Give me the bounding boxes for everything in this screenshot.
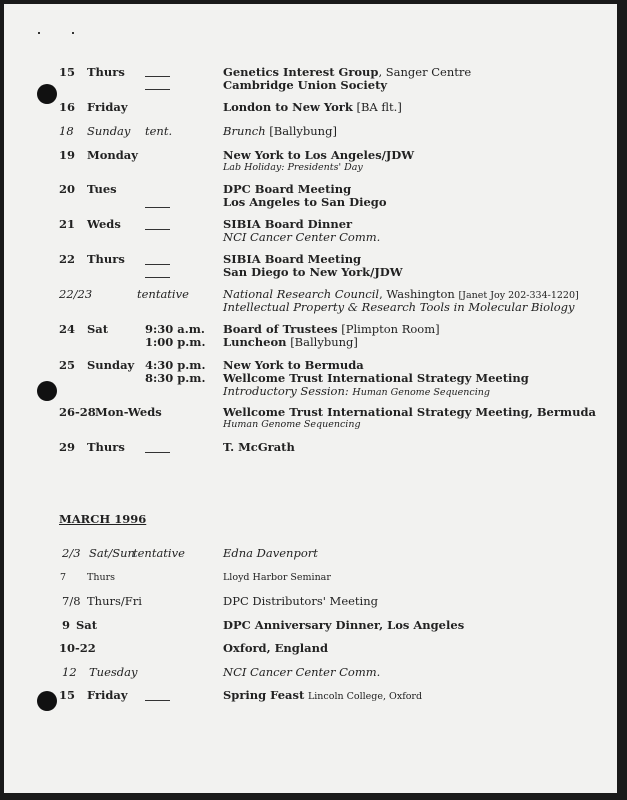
blank-line [145, 264, 170, 265]
entry-weekday: Mon-Weds [95, 405, 162, 419]
entry-weekday: Monday [87, 148, 138, 162]
entry-event: DPC Distributors' Meeting [223, 594, 378, 608]
entry-weekday: Thurs [87, 65, 125, 79]
entry-day: 19 [59, 148, 76, 162]
entry-event: New York to Bermuda [223, 358, 364, 372]
blank-line [145, 89, 170, 90]
entry-weekday: Friday [87, 100, 128, 114]
blank-line [145, 277, 170, 278]
entry-event: National Research Council, Washington [Janet Joy 202-334-1220] [223, 287, 579, 301]
entry-event-line2: Intellectual Property & Research Tools in Molecular Biology [223, 300, 575, 314]
punch-hole-icon [37, 381, 57, 401]
entry-day: 16 [59, 100, 76, 114]
entry-event: Brunch [Ballybung] [223, 124, 337, 138]
entry-event: Lloyd Harbor Seminar [223, 572, 331, 583]
speck-mark [72, 32, 74, 34]
entry-day: 18 [59, 124, 74, 138]
entry-weekday: Thurs [87, 440, 125, 454]
entry-day: 20 [59, 182, 76, 196]
entry-event: Board of Trustees [Plimpton Room] [223, 322, 440, 336]
entry-day: 15 [59, 65, 76, 79]
entry-weekday: Tuesday [89, 665, 138, 679]
entry-event-line2: Los Angeles to San Diego [223, 195, 387, 209]
entry-day: 7/8 [62, 594, 81, 608]
document-page [4, 4, 617, 793]
entry-day: 21 [59, 217, 76, 231]
entry-weekday: Thurs/Fri [87, 594, 142, 608]
entry-day: 15 [59, 688, 76, 702]
entry-event: Oxford, England [223, 641, 328, 655]
entry-event-line2: Wellcome Trust International Strategy Meeting [223, 371, 529, 385]
entry-event: DPC Anniversary Dinner, Los Angeles [223, 618, 465, 632]
entry-day: 2/3 [62, 546, 81, 560]
entry-time: 9:30 a.m. [145, 322, 205, 336]
entry-event: DPC Board Meeting [223, 182, 352, 196]
blank-line [145, 229, 170, 230]
punch-hole-icon [37, 691, 57, 711]
entry-day: 9 [62, 618, 71, 632]
blank-line [145, 700, 170, 701]
entry-weekday: Sat [87, 322, 109, 336]
entry-subnote: Lab Holiday: Presidents' Day [223, 162, 363, 173]
entry-time: 4:30 p.m. [145, 358, 206, 372]
entry-day: 26-28 [59, 405, 96, 419]
entry-day: 22/23 [59, 287, 93, 301]
entry-weekday: Sat [76, 618, 98, 632]
blank-line [145, 76, 170, 77]
punch-hole-icon [37, 84, 57, 104]
entry-event: T. McGrath [223, 440, 295, 454]
entry-event-line2: NCI Cancer Center Comm. [223, 230, 381, 244]
entry-day: 7 [60, 572, 67, 583]
entry-weekday: Sunday [87, 124, 131, 138]
entry-event: Spring Feast Lincoln College, Oxford [223, 688, 423, 702]
entry-day: 25 [59, 358, 76, 372]
entry-weekday: Friday [87, 688, 128, 702]
entry-event: New York to Los Angeles/JDW [223, 148, 415, 162]
entry-weekday: Tues [87, 182, 117, 196]
entry-weekday: Sunday [87, 358, 135, 372]
blank-line [145, 452, 170, 453]
month-heading: MARCH 1996 [59, 512, 147, 526]
tentative-mark: tentative [133, 546, 185, 560]
speck-mark [38, 32, 40, 34]
entry-subnote: Introductory Session: Human Genome Sequencing [223, 384, 490, 398]
entry-event-line2: Cambridge Union Society [223, 78, 388, 92]
entry-event-line2: Luncheon [Ballybung] [223, 335, 358, 349]
blank-line [145, 207, 170, 208]
tentative-mark: tentative [137, 287, 189, 301]
entry-event: Wellcome Trust International Strategy Meeting, Bermuda [223, 405, 596, 419]
entry-time: 1:00 p.m. [145, 335, 206, 349]
tentative-mark: tent. [145, 124, 173, 138]
entry-event: Genetics Interest Group, Sanger Centre [223, 65, 472, 79]
entry-event: Edna Davenport [223, 546, 318, 560]
entry-day: 29 [59, 440, 76, 454]
entry-subnote: Human Genome Sequencing [223, 419, 361, 430]
entry-event: London to New York [BA flt.] [223, 100, 402, 114]
entry-day: 12 [62, 665, 77, 679]
entry-weekday: Weds [87, 217, 121, 231]
entry-day: 10-22 [59, 641, 96, 655]
entry-time: 8:30 p.m. [145, 371, 206, 385]
entry-day: 22 [59, 252, 76, 266]
entry-weekday: Thurs [87, 252, 125, 266]
entry-day: 24 [59, 322, 76, 336]
entry-event: NCI Cancer Center Comm. [223, 665, 381, 679]
entry-weekday: Sat/Sun [89, 546, 135, 560]
entry-weekday: Thurs [87, 572, 115, 583]
entry-event: SIBIA Board Meeting [223, 252, 362, 266]
entry-event: SIBIA Board Dinner [223, 217, 353, 231]
entry-event-line2: San Diego to New York/JDW [223, 265, 403, 279]
